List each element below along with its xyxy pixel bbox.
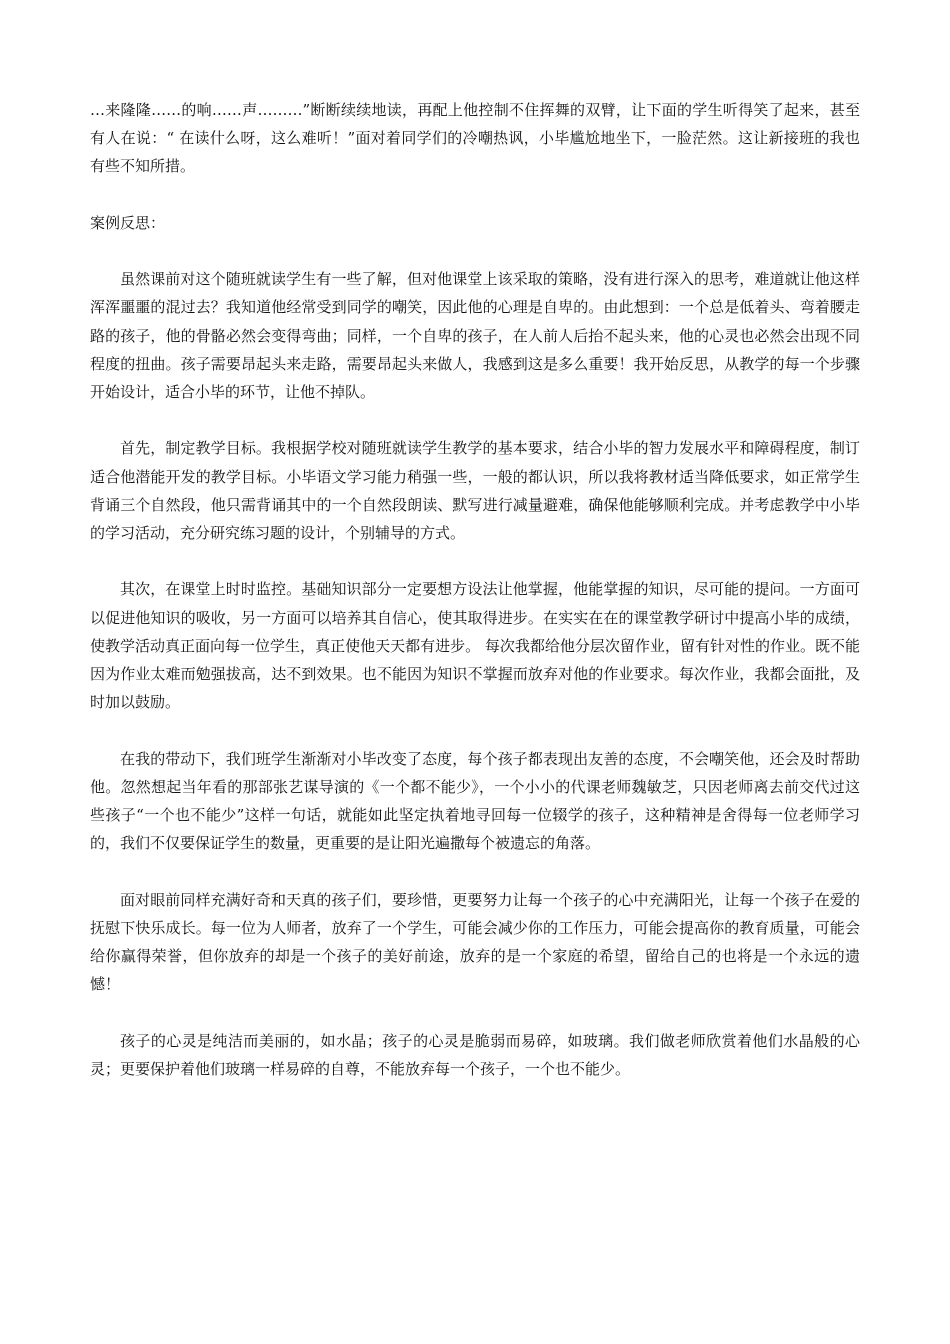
paragraph: 首先，制定教学目标。我根据学校对随班就读学生教学的基本要求，结合小毕的智力发展水平和障碍程度，制订适合他潜能开发的教学目标。小毕语文学习能力稍强一些，一般的都认识，所以我将教材适当降低要求，如正常学生背诵三个自然段，他只需背诵其中的一个自然段朗读、默写进行减量避难，确保他能够顺利完成。并考虑教学中小毕的学习活动，充分研究练习题的设计，个别辅导的方式。 xyxy=(90,439,860,542)
paragraph: 面对眼前同样充满好奇和天真的孩子们，要珍惜，更要努力让每一个孩子的心中充满阳光，让每一个孩子在爱的抚慰下快乐成长。每一位为人师者，放弃了一个学生，可能会减少你的工作压力，可能会提高你的教育质量，可能会给你赢得荣誉，但你放弃的却是一个孩子的美好前途，放弃的是一个家庭的希望，留给自己的也将是一个永远的遗憾！ xyxy=(90,890,860,994)
opening-paragraph: …来隆隆……的响……声………”断断续续地读，再配上他控制不住挥舞的双臂，让下面的学生听得笑了起来，甚至有人在说：“ 在读什么呀，这么难听！”面对着同学们的冷嘲热讽，小毕尴尬地坐下，一脸茫然。这让新接班的我也有些不知所措。 xyxy=(90,101,860,176)
document-body xyxy=(90,96,860,1111)
paragraph: 虽然课前对这个随班就读学生有一些了解，但对他课堂上该采取的策略，没有进行深入的思考，难道就让他这样浑浑噩噩的混过去？我知道他经常受到同学的嘲笑，因此他的心理是自卑的。由此想到：一个总是低着头、弯着腰走路的孩子，他的骨骼必然会变得弯曲；同样，一个自卑的孩子，在人前人后抬不起头来，他的心灵也必然会出现不同程度的扭曲。孩子需要昂起头来走路，需要昂起头来做人，我感到这是多么重要！我开始反思，从教学的每一个步骤开始设计，适合小毕的环节，让他不掉队。 xyxy=(90,270,860,401)
paragraph: 其次，在课堂上时时监控。基础知识部分一定要想方设法让他掌握，他能掌握的知识，尽可能的提问。一方面可以促进他知识的吸收，另一方面可以培养其自信心，使其取得进步。在实实在在的课堂教学研讨中提高小毕的成绩，使教学活动真正面向每一位学生，真正使他天天都有进步。 每次我都给他分层次留作业，留有针对性的作业。既不能因为作业太难而勉强拔高，达不到效果。也不能因为知识不掌握而放弃对他的作业要求。每次作业，我都会面批，及时加以鼓励。 xyxy=(90,580,860,712)
paragraph: 孩子的心灵是纯洁而美丽的，如水晶；孩子的心灵是脆弱而易碎，如玻璃。我们做老师欣赏着他们水晶般的心灵；更要保护着他们玻璃一样易碎的自尊，不能放弃每一个孩子，一个也不能少。 xyxy=(90,1031,860,1078)
paragraph: 在我的带动下，我们班学生渐渐对小毕改变了态度，每个孩子都表现出友善的态度，不会嘲笑他，还会及时帮助他。忽然想起当年看的那部张艺谋导演的《一个都不能少》，一个小小的代课老师魏敏芝，只因老师离去前交代过这些孩子“一个也不能少”这样一句话，就能如此坚定执着地寻回每一位辍学的孩子，这种精神是舍得每一位老师学习的，我们不仅要保证学生的数量，更重要的是让阳光遍撒每个被遗忘的角落。 xyxy=(90,749,860,853)
section-heading: 案例反思： xyxy=(90,213,166,232)
